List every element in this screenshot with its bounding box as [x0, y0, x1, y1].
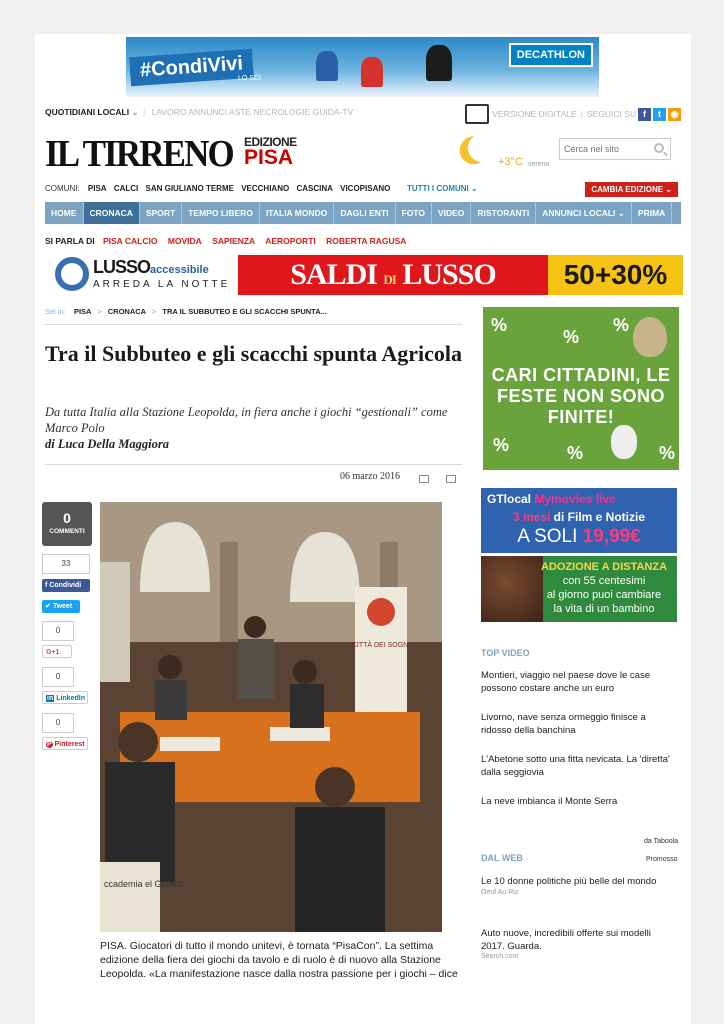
edizione-city: PISA	[244, 146, 294, 169]
pinterest-icon: P	[47, 741, 52, 748]
breadcrumb	[45, 307, 462, 325]
comuni-bar	[45, 184, 681, 198]
link-guida-tv[interactable]: GUIDA-TV	[312, 107, 354, 117]
dal-web-heading: DAL WEB	[481, 853, 523, 863]
link-lavoro[interactable]: LAVORO	[151, 107, 187, 117]
photo-person	[244, 616, 266, 638]
nav-ristoranti[interactable]: RISTORANTI	[471, 202, 536, 224]
search-icon[interactable]	[654, 143, 664, 153]
linkedin-label: LinkedIn	[56, 695, 85, 702]
percent-text: 50+30%	[548, 255, 683, 295]
topic-link[interactable]: ROBERTA RAGUSA	[326, 236, 407, 246]
weather-widget[interactable]	[460, 134, 550, 174]
breadcrumb-sep: >	[151, 307, 157, 316]
utility-right	[465, 104, 681, 124]
tweet-label: Tweet	[52, 603, 73, 610]
tweet-button[interactable]	[42, 600, 80, 613]
comments-label: COMMENTI	[49, 528, 85, 535]
weather-desc: sereno	[528, 161, 550, 168]
lusso-logo	[53, 255, 238, 295]
nav-prima[interactable]: PRIMA	[632, 202, 672, 224]
facebook-share-label: Condividi	[49, 582, 82, 589]
article-title: Tra il Subbuteo e gli scacchi spunta Agricola	[45, 341, 463, 366]
quotidiani-label: QUOTIDIANI LOCALI	[45, 107, 130, 117]
tutti-comuni-label: TUTTI I COMUNI	[407, 184, 469, 193]
promosso-label: Promosso	[646, 856, 678, 863]
nav-italia-mondo[interactable]: ITALIA MONDO	[260, 202, 334, 224]
moon-icon	[464, 130, 500, 166]
photo-person	[155, 680, 187, 720]
saldi-text	[238, 255, 548, 295]
di-word: DI	[383, 272, 396, 287]
comments-count: 0	[63, 510, 71, 526]
nav-cronaca[interactable]: CRONACA	[84, 202, 140, 224]
facebook-icon[interactable]: f	[638, 108, 651, 121]
chevron-down-icon: ⌄	[471, 184, 478, 193]
lusso-brand-small: accessibile	[150, 264, 209, 276]
facebook-count: 33	[42, 554, 90, 574]
pinterest-count: 0	[42, 713, 74, 733]
photo-person	[238, 639, 274, 699]
cittadini-ad[interactable]	[483, 307, 679, 470]
topic-link[interactable]: AEROPORTI	[265, 236, 316, 246]
pinterest-button[interactable]	[42, 737, 88, 750]
nav-annunci-label: ANNUNCI LOCALI	[542, 208, 616, 218]
breadcrumb-item[interactable]: CRONACA	[107, 307, 146, 316]
photo-banner-logo	[367, 598, 395, 626]
comments-button[interactable]	[42, 502, 92, 546]
photo-sign: ccademia el Giuoco	[104, 879, 184, 889]
top-video-heading: TOP VIDEO	[481, 648, 530, 658]
seguici-label: SEGUICI SU	[586, 109, 636, 119]
taboola-credit[interactable]: da Taboola	[644, 838, 679, 845]
lusso-brand: LUSSO	[93, 257, 151, 277]
comune-link[interactable]: PISA	[87, 184, 107, 193]
percent-glyph: %	[567, 443, 584, 463]
adozione-line1: ADOZIONE A DISTANZA	[540, 561, 668, 573]
article-body: PISA. Giocatori di tutto il mondo unitevi, è tornata “PisaCon”. La settima edizione della fiera dei giochi da tavolo e di ruolo è di nuovo alla Stazione Leopolda. «La manifestazione nasce dalla nostra passione per i giochi – dice	[100, 940, 458, 980]
skier-figure	[316, 51, 338, 81]
movies-brands	[487, 492, 616, 506]
percent-glyph: %	[493, 435, 510, 455]
saldi-word: SALDI	[290, 258, 377, 291]
movies-ad[interactable]	[481, 488, 677, 553]
ad-tag: #CondiVivi	[129, 49, 254, 87]
ad-sub: LO SCI	[238, 75, 261, 82]
movies-brand1: GTlocal	[487, 492, 532, 506]
photo-sign-box	[100, 862, 160, 932]
percent-glyph: %	[659, 443, 676, 463]
comune-link[interactable]: VICOPISANO	[340, 184, 391, 193]
twitter-icon[interactable]: t	[653, 108, 666, 121]
date-row	[45, 464, 462, 488]
lusso-tagline: ARREDA LA NOTTE	[93, 279, 231, 290]
nav-tempo-libero[interactable]: TEMPO LIBERO	[182, 202, 260, 224]
weather-temp: +3°C	[498, 156, 523, 168]
skier-figure	[426, 45, 452, 81]
edizione-label: EDIZIONE	[244, 135, 297, 149]
ad-brand: DECATHLON	[509, 43, 593, 67]
top-banner-ad[interactable]	[126, 37, 599, 97]
nav-sport[interactable]: SPORT	[140, 202, 182, 224]
page	[35, 34, 691, 1024]
topics-bar	[45, 236, 414, 246]
photo-person	[158, 655, 182, 679]
linkedin-button[interactable]	[42, 691, 88, 704]
chevron-down-icon: ⌄	[131, 107, 139, 117]
nav-video[interactable]: VIDEO	[432, 202, 471, 224]
facebook-share-button[interactable]	[42, 579, 90, 592]
comune-link[interactable]: SAN GIULIANO TERME	[145, 184, 234, 193]
owl-icon	[611, 425, 637, 459]
movies-line1b: di Film e Notizie	[553, 510, 646, 524]
gplus-count: 0	[42, 621, 74, 641]
topics-label: SI PARLA DI	[45, 236, 95, 246]
comune-link[interactable]: VECCHIANO	[241, 184, 290, 193]
percent-glyph: %	[491, 315, 508, 335]
lusso-word: LUSSO	[402, 258, 496, 291]
facebook-icon: f	[45, 582, 48, 589]
lusso-ring-icon	[55, 257, 89, 291]
lusso-banner-ad[interactable]	[53, 255, 683, 295]
cambia-edizione-label: CAMBIA EDIZIONE	[591, 185, 664, 194]
twitter-icon: ✔	[45, 603, 51, 610]
divider: |	[580, 109, 583, 119]
photo-person	[290, 684, 324, 728]
search-box	[559, 138, 671, 160]
utility-links	[139, 107, 353, 117]
percent-glyph: %	[563, 327, 580, 347]
photo-chessboard	[270, 727, 330, 741]
topic-link[interactable]: SAPIENZA	[212, 236, 256, 246]
movies-line2	[481, 526, 677, 548]
devices-icon	[465, 104, 489, 124]
breadcrumb-label: Sei in:	[45, 307, 66, 316]
skier-figure	[361, 57, 383, 87]
nav-foto[interactable]: FOTO	[396, 202, 432, 224]
nav-dagli-enti[interactable]: DAGLI ENTI	[334, 202, 395, 224]
main-nav	[45, 202, 681, 224]
adozione-ad[interactable]	[481, 556, 677, 622]
movies-price: 19,99€	[582, 526, 641, 547]
adozione-line2: con 55 centesimi	[562, 575, 646, 587]
nav-annunci-locali[interactable]	[536, 202, 632, 224]
print-icon[interactable]	[419, 475, 429, 483]
cittadini-text: CARI CITTADINI, LE FESTE NON SONO FINITE!	[491, 365, 671, 427]
topic-link[interactable]: MOVIDA	[167, 236, 202, 246]
web-source: Search.com	[481, 953, 519, 960]
web-link[interactable]: Le 10 donne politiche più belle del mondo	[481, 876, 657, 887]
link-annunci[interactable]: ANNUNCI	[188, 107, 228, 117]
photo-illustration	[100, 502, 442, 932]
acorn-icon	[633, 317, 667, 357]
email-icon[interactable]	[446, 475, 456, 483]
article-photo	[100, 502, 442, 932]
adozione-line3: al giorno puoi cambiare	[546, 589, 662, 601]
photo-board	[100, 562, 130, 682]
web-link[interactable]: Auto nuove, incredibili offerte sui modelli 2017. Guarda.	[481, 928, 651, 952]
linkedin-icon: in	[47, 695, 54, 702]
pinterest-label: Pinterest	[54, 741, 85, 748]
photo-column	[220, 542, 238, 642]
lusso-name	[93, 257, 209, 278]
movies-brand2: Mymovies live	[534, 492, 616, 506]
web-source: Oeuf Au Riz	[481, 889, 519, 896]
adozione-text	[531, 560, 677, 616]
chevron-down-icon: ⌄	[617, 208, 625, 218]
share-sidebar	[42, 502, 92, 751]
utility-bar	[45, 102, 681, 122]
site-logo[interactable]: IL TIRRENO	[45, 133, 233, 175]
comuni-label: COMUNI:	[45, 184, 80, 193]
adozione-line4: la vita di un bambino	[553, 603, 655, 615]
breadcrumb-item[interactable]: PISA	[73, 307, 92, 316]
photo-person	[315, 767, 355, 807]
video-link[interactable]: La neve imbianca il Monte Serra	[481, 796, 618, 807]
movies-line2a: A SOLI	[517, 526, 578, 547]
topic-link[interactable]: PISA CALCIO	[102, 236, 158, 246]
photo-sign: CITTÀ DEI SOGNI	[351, 642, 411, 649]
quotidiani-dropdown[interactable]	[45, 107, 139, 118]
photo-chessboard	[160, 737, 220, 751]
gplus-button[interactable]: G+1	[42, 645, 72, 658]
article-date: 06 marzo 2016	[340, 471, 400, 482]
movies-line1	[481, 510, 677, 524]
video-link[interactable]: L'Abetone sotto una fitta nevicata. La 'diretta' dalla seggiovia	[481, 754, 670, 778]
photo-person	[295, 807, 385, 932]
versione-digitale-link[interactable]: VERSIONE DIGITALE	[492, 109, 577, 119]
video-link[interactable]: Montieri, viaggio nel paese dove le case possono costare anche un euro	[481, 670, 650, 694]
tutti-comuni-dropdown[interactable]	[407, 184, 478, 193]
percent-glyph: %	[613, 315, 630, 335]
comune-link[interactable]: CALCI	[113, 184, 139, 193]
comune-link[interactable]: CASCINA	[296, 184, 333, 193]
breadcrumb-sep: >	[97, 307, 102, 316]
chevron-down-icon: ⌄	[665, 185, 672, 194]
nav-home[interactable]: HOME	[45, 202, 84, 224]
linkedin-count: 0	[42, 667, 74, 687]
movies-line1a: 3 mesi	[512, 510, 551, 524]
link-aste[interactable]: ASTE	[228, 107, 252, 117]
article-subtitle: Da tutta Italia alla Stazione Leopolda, in fiera anche i giochi “gestionali” come Marco Polo	[45, 405, 448, 435]
article-author[interactable]: di Luca Della Maggiora	[45, 437, 169, 451]
breadcrumb-item: TRA IL SUBBUTEO E GLI SCACCHI SPUNTA...	[162, 307, 327, 316]
search-input[interactable]	[560, 139, 648, 159]
cambia-edizione-button[interactable]	[585, 182, 678, 197]
photo-person	[293, 660, 317, 684]
link-necrologie[interactable]: NECROLOGIE	[253, 107, 311, 117]
photo-person	[118, 722, 158, 762]
video-link[interactable]: Livorno, nave senza ormeggio finisce a ridosso della banchina	[481, 712, 646, 736]
rss-icon[interactable]: ◉	[668, 108, 681, 121]
divider: |	[143, 107, 146, 117]
